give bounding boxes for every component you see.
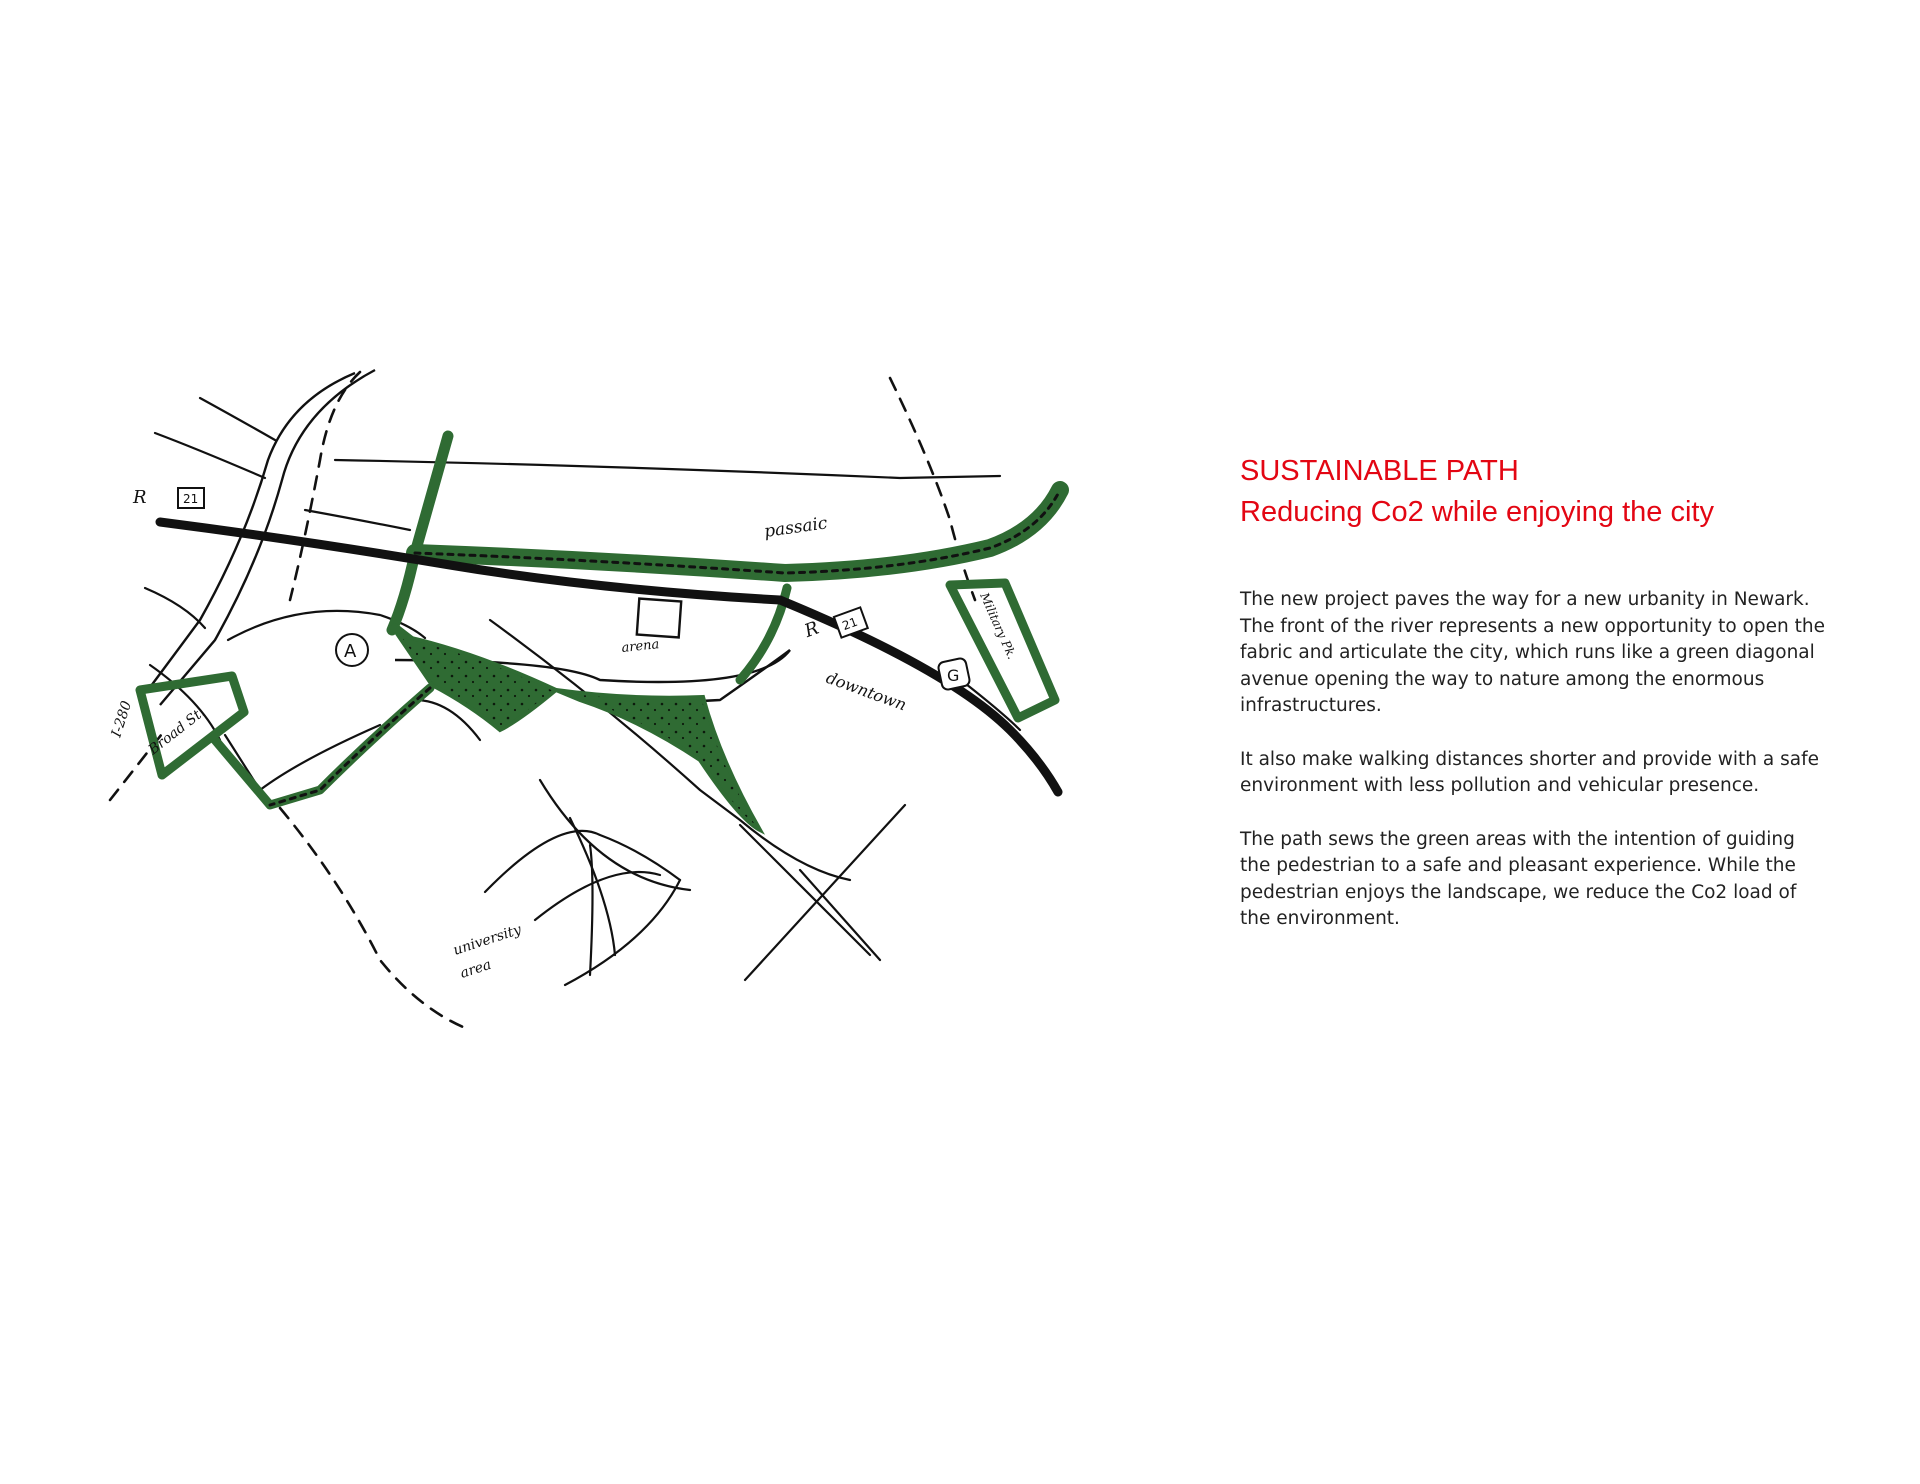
label-downtown: downtown xyxy=(823,667,910,715)
marker-g xyxy=(937,657,970,690)
paragraph-walking: It also make walking distances shorter and provide with a safe environment with less pollution and vehicular presence. xyxy=(1240,748,1819,796)
marker-a xyxy=(336,634,368,666)
label-river: passaic xyxy=(762,513,829,542)
park-east xyxy=(556,690,760,830)
paragraph-urbanity: The new project paves the way for a new urbanity in Newark. The front of the river represents a new opportunity to open the fabric and articulate the city, which runs like a green diagonal avenue opening the way to nature among the enormous infrastructures. xyxy=(1240,589,1825,716)
route-letter-right: R xyxy=(801,617,822,642)
label-i280: I-280 xyxy=(108,699,136,740)
route-shield-left xyxy=(132,487,204,508)
label-military-park: Military Pk. xyxy=(977,590,1020,662)
park-west xyxy=(398,635,556,730)
route-shield-right-number: 21 xyxy=(840,614,860,634)
label-venue: arena xyxy=(620,637,660,656)
label-broad-st: Broad St. xyxy=(145,704,209,759)
route-shield-left-number: 21 xyxy=(183,492,199,506)
paragraph-path: The path sews the green areas with the intention of guiding the pedestrian to a safe and pleasant experience. While the pedestrian enjoys the landscape, we reduce the Co2 load of the environment. xyxy=(1240,828,1797,929)
marker-g-letter: G xyxy=(947,666,960,685)
label-area: area xyxy=(458,956,494,982)
page-title: SUSTAINABLE PATH xyxy=(1240,455,1519,487)
arena-building xyxy=(637,599,681,638)
body-text xyxy=(1240,587,1830,960)
page-subtitle: Reducing Co2 while enjoying the city xyxy=(1240,496,1714,528)
label-university: university xyxy=(451,921,524,959)
route-letter-left: R xyxy=(133,487,147,508)
marker-a-letter: A xyxy=(344,641,357,662)
